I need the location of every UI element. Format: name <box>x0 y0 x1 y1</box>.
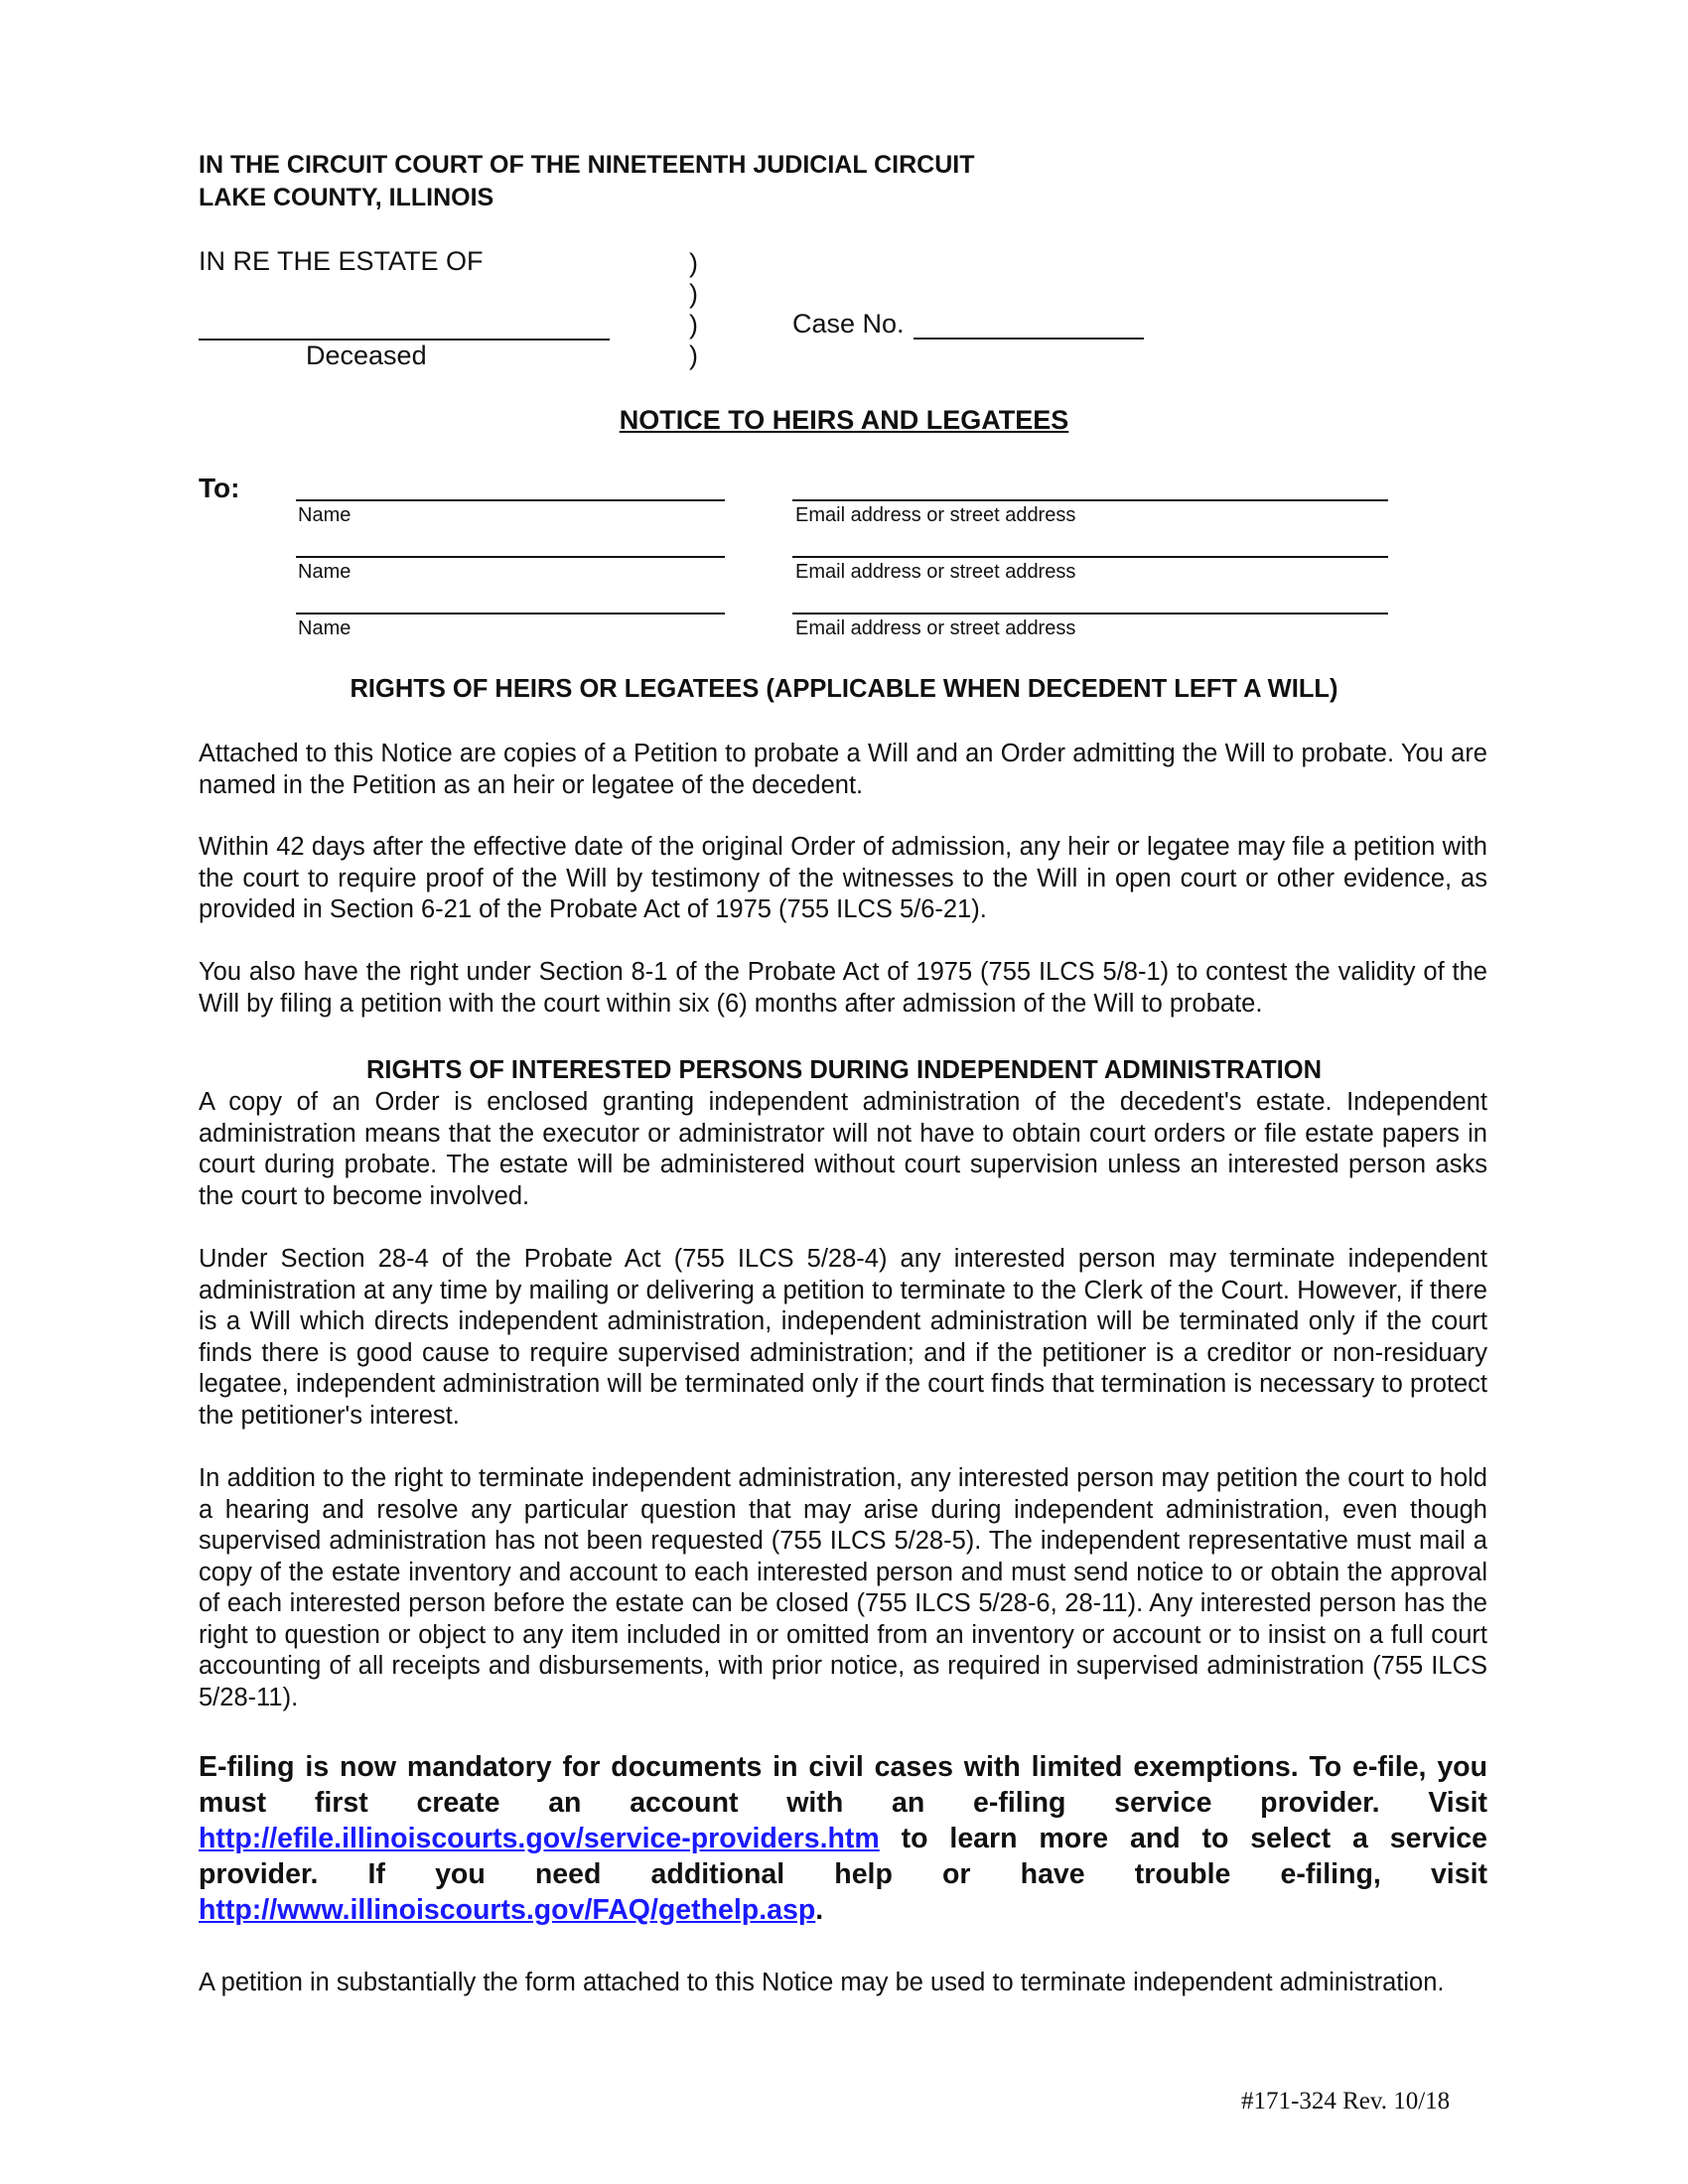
recipient-address-line-1 <box>792 499 1388 501</box>
caption-paren-2: ) <box>689 279 698 309</box>
rights-will-p3-text: You also have the right under Section 8-1 of the Probate Act of 1975 (755 ILCS 5/8-1) to contest the validity of the Will by filing a petition with the court within six (6) months after admission of the Will to probate. <box>199 958 1487 1018</box>
efiling-notice <box>199 1749 1487 1928</box>
closing-text: A petition in substantially the form attached to this Notice may be used to terminate independent administration. <box>199 1969 1445 1996</box>
efiling-text-3: . <box>815 1894 824 1926</box>
rights-will-paragraph-1 <box>199 739 1487 801</box>
recipient-address-label-2: Email address or street address <box>795 561 1076 583</box>
efiling-text-2: to learn more and to select a service provider. If you need additional help or have trouble e-filing, visit <box>199 1823 1487 1890</box>
rights-interested-paragraph-1 <box>199 1087 1487 1212</box>
rights-interested-heading: RIGHTS OF INTERESTED PERSONS DURING INDEPENDENT ADMINISTRATION <box>366 1056 1322 1084</box>
court-line-1: IN THE CIRCUIT COURT OF THE NINETEENTH JUDICIAL CIRCUIT <box>199 151 975 179</box>
form-number: #171-324 Rev. 10/18 <box>1241 2088 1451 2115</box>
to-label: To: <box>199 473 240 503</box>
recipient-name-line-2 <box>296 556 725 558</box>
case-no-label: Case No. <box>792 309 905 339</box>
recipient-address-label-3: Email address or street address <box>795 617 1076 639</box>
case-no-line <box>914 338 1144 340</box>
recipient-address-line-2 <box>792 556 1388 558</box>
recipient-name-label-1: Name <box>298 504 352 526</box>
illinoiscourts-gethelp-link[interactable]: http://www.illinoiscourts.gov/FAQ/gethelp.asp <box>199 1894 816 1926</box>
recipient-address-line-3 <box>792 613 1388 614</box>
recipient-name-label-3: Name <box>298 617 352 639</box>
caption-paren-1: ) <box>689 248 698 278</box>
court-header <box>199 149 974 214</box>
in-re-label: IN RE THE ESTATE OF <box>199 246 484 276</box>
closing-paragraph <box>199 1968 1487 1999</box>
court-line-2: LAKE COUNTY, ILLINOIS <box>199 184 494 211</box>
notice-title <box>0 405 1688 436</box>
caption-paren-4: ) <box>689 341 698 370</box>
rights-will-paragraph-3 <box>199 957 1487 1020</box>
rights-will-p2-text: Within 42 days after the effective date of the original Order of admission, any heir or legatee may file a petition with the court to require proof of the Will by testimony of the witnesses to the Will in open court or other evidence, as provided in Section 6-21 of the Probate Act of 1975 (755 ILCS 5/6-21). <box>199 833 1487 923</box>
efile-service-providers-link[interactable]: http://efile.illinoiscourts.gov/service-providers.htm <box>199 1823 880 1854</box>
recipient-address-label-1: Email address or street address <box>795 504 1076 526</box>
recipient-name-line-3 <box>296 613 725 614</box>
rights-will-p1-text: Attached to this Notice are copies of a Petition to probate a Will and an Order admitting the Will to probate. You are named in the Petition as an heir or legatee of the decedent. <box>199 740 1487 799</box>
rights-interested-p1-text: A copy of an Order is enclosed granting independent administration of the decedent's estate. Independent administration means that the executor or administrator will not have to obtain court orders or file estate papers in court during probate. The estate will be administered without court supervision unless an interested person asks the court to become involved. <box>199 1088 1487 1210</box>
rights-will-heading: RIGHTS OF HEIRS OR LEGATEES (APPLICABLE WHEN DECEDENT LEFT A WILL) <box>350 675 1338 703</box>
caption-paren-3: ) <box>689 310 698 340</box>
rights-interested-p3-text: In addition to the right to terminate independent administration, any interested person may petition the court to hold a hearing and resolve any particular question that may arise during independent administration, even though supervised administration has not been requested (755 ILCS 5/28-5). The independent representative must mail a copy of the estate inventory and account to each interested person and must send notice to or obtain the approval of each interested person before the estate can be closed (755 ILCS 5/28-6, 28-11). Any interested person has the right to question or object to any item included in or omitted from an inventory or account or to insist on a full court accounting of all receipts and disbursements, with prior notice, as required in supervised administration (755 ILCS 5/28-11). <box>199 1464 1487 1711</box>
rights-interested-p2-text: Under Section 28-4 of the Probate Act (755 ILCS 5/28-4) any interested person may terminate independent administration at any time by mailing or delivering a petition to terminate to the Clerk of the Court. However, if there is a Will which directs independent administration, independent administration will be terminated only if the court finds there is good cause to require supervised administration; and if the petitioner is a creditor or non-residuary legatee, independent administration will be terminated only if the court finds that termination is necessary to protect the petitioner's interest. <box>199 1245 1487 1430</box>
deceased-label: Deceased <box>306 341 427 370</box>
recipient-name-label-2: Name <box>298 561 352 583</box>
rights-interested-paragraph-3 <box>199 1463 1487 1713</box>
notice-title-text: NOTICE TO HEIRS AND LEGATEES <box>619 405 1069 435</box>
rights-interested-paragraph-2 <box>199 1244 1487 1432</box>
rights-will-paragraph-2 <box>199 832 1487 926</box>
recipient-name-line-1 <box>296 499 725 501</box>
efiling-text-1: E-filing is now mandatory for documents in civil cases with limited exemptions. To e-file, you must first create an account with an e-filing service provider. Visit <box>199 1751 1487 1819</box>
